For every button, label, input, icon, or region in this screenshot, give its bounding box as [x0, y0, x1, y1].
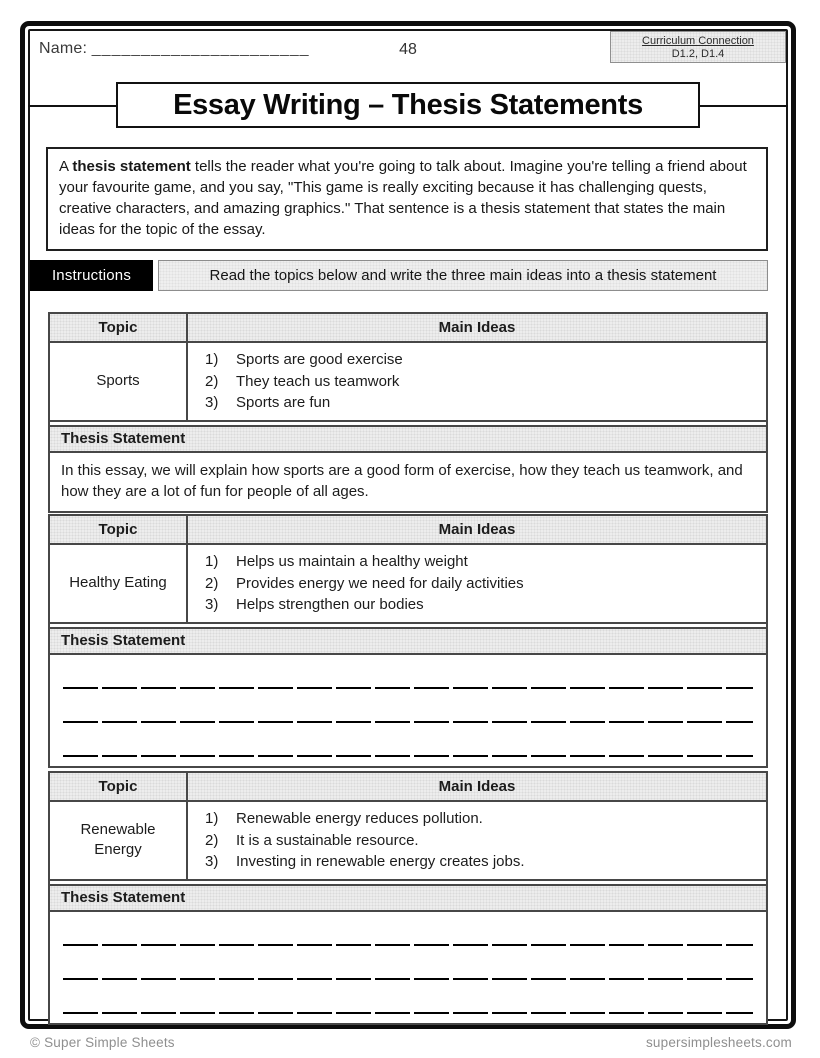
idea-number: 1): [205, 351, 219, 368]
idea-number: 1): [205, 810, 219, 827]
idea-item: [205, 349, 756, 371]
section-table-sports: [48, 312, 768, 513]
intro-bold-term: thesis statement: [72, 158, 191, 175]
table-body-row: [50, 802, 766, 881]
table-body-row: [50, 343, 766, 422]
name-blank-line[interactable]: ______________________: [91, 40, 310, 57]
main-ideas-cell: [188, 343, 766, 420]
thesis-writing-area: [50, 655, 766, 766]
curriculum-connection-title: Curriculum Connection: [642, 35, 754, 47]
instructions-text: Read the topics below and write the three main ideas into a thesis statement: [158, 260, 768, 291]
main-ideas-cell: [188, 802, 766, 879]
curriculum-connection-codes: D1.2, D1.4: [671, 48, 725, 60]
idea-item: [205, 851, 756, 873]
topic-column-header: Topic: [50, 314, 188, 341]
thesis-writing-area: [50, 912, 766, 1023]
idea-number: 3): [205, 394, 219, 411]
instructions-bar: [30, 260, 768, 291]
writing-line[interactable]: [63, 980, 753, 1014]
footer-website: supersimplesheets.com: [645, 1035, 792, 1050]
idea-item: [205, 573, 756, 595]
idea-item: [205, 371, 756, 393]
idea-text: Helps us maintain a healthy weight: [236, 553, 468, 570]
idea-number: 2): [205, 372, 219, 390]
idea-text: Helps strengthen our bodies: [236, 596, 424, 613]
idea-item: [205, 551, 756, 573]
page-title: Essay Writing – Thesis Statements: [116, 82, 700, 128]
writing-line[interactable]: [63, 912, 753, 946]
instructions-label: Instructions: [30, 260, 153, 291]
idea-item: [205, 808, 756, 830]
topic-cell: Healthy Eating: [50, 545, 188, 622]
idea-item: [205, 392, 756, 414]
writing-line[interactable]: [63, 723, 753, 757]
idea-text: Investing in renewable energy creates jobs.: [236, 853, 525, 870]
intro-rest: tells the reader what you're going to talk about. Imagine you're telling a friend about your favourite game, and you say, "This game is really exciting because it has challenging quests, creative characters, and amazing graphics." That sentence is a thesis statement that states the main ideas for the topic of the essay.: [59, 158, 747, 238]
idea-text: Provides energy we need for daily activities: [236, 574, 524, 592]
table-header-row: [50, 516, 766, 545]
intro-paragraph: [46, 147, 768, 251]
thesis-statement-header: Thesis Statement: [50, 627, 766, 655]
curriculum-connection-box: [610, 31, 786, 63]
main-ideas-column-header: Main Ideas: [438, 521, 516, 538]
writing-line[interactable]: [63, 655, 753, 689]
thesis-statement-header: Thesis Statement: [50, 425, 766, 453]
writing-line[interactable]: [63, 946, 753, 980]
idea-number: 3): [205, 596, 219, 613]
title-band: [30, 82, 786, 130]
main-ideas-cell: [188, 545, 766, 622]
topic-cell: Sports: [50, 343, 188, 420]
topic-column-header: Topic: [50, 773, 188, 800]
footer-copyright: © Super Simple Sheets: [30, 1035, 175, 1050]
idea-number: 1): [205, 553, 219, 570]
worksheet-page-border: [20, 21, 796, 1029]
worksheet-page: [28, 29, 788, 1021]
idea-number: 2): [205, 831, 219, 849]
idea-text: Sports are fun: [236, 394, 331, 411]
main-ideas-column-header: Main Ideas: [438, 319, 516, 336]
main-ideas-column-header: Main Ideas: [438, 778, 516, 795]
topic-column-header: Topic: [50, 516, 188, 543]
idea-item: [205, 594, 756, 616]
section-table-renewable-energy: [48, 771, 768, 1025]
table-header-row: [50, 314, 766, 343]
section-table-healthy-eating: [48, 514, 768, 768]
idea-number: 3): [205, 853, 219, 870]
name-label: Name:: [39, 40, 88, 57]
thesis-statement-header: Thesis Statement: [50, 884, 766, 912]
intro-prefix: A: [59, 158, 73, 175]
writing-line[interactable]: [63, 689, 753, 723]
page-footer: [30, 1035, 792, 1050]
idea-text: They teach us teamwork: [236, 372, 400, 390]
idea-text: Renewable energy reduces pollution.: [236, 810, 483, 827]
page-number: 48: [399, 41, 417, 58]
table-body-row: [50, 545, 766, 624]
idea-number: 2): [205, 574, 219, 592]
idea-item: [205, 830, 756, 852]
idea-text: Sports are good exercise: [236, 351, 403, 368]
thesis-statement-example: In this essay, we will explain how sports are a good form of exercise, how they teach us teamwork, and how they are a lot of fun for people of all ages.: [61, 461, 743, 500]
idea-text: It is a sustainable resource.: [236, 831, 419, 849]
table-header-row: [50, 773, 766, 802]
topic-cell: Renewable Energy: [50, 802, 188, 879]
